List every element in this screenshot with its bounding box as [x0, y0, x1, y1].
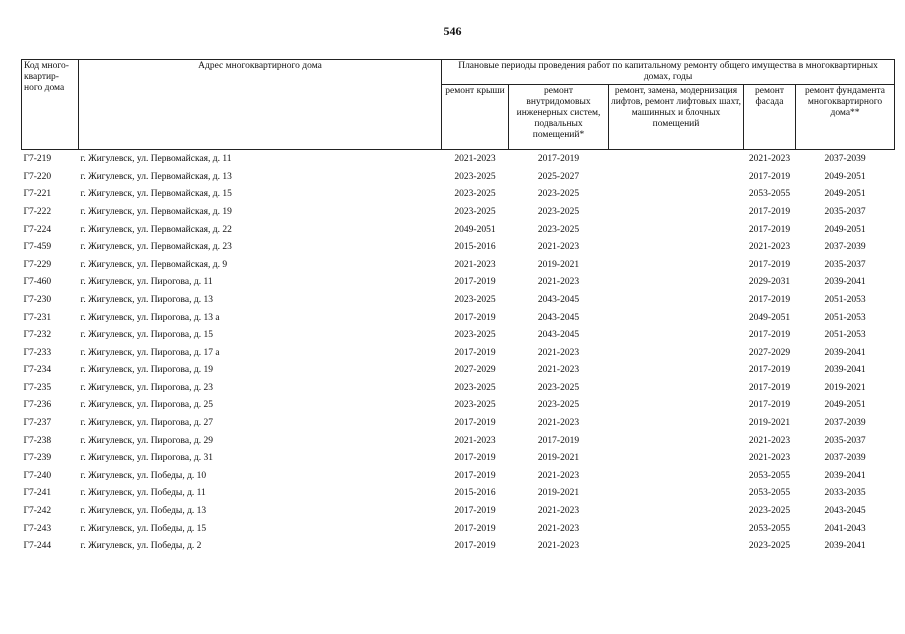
cell-engineering: 2021-2023	[537, 242, 580, 253]
cell-engineering: 2043-2045	[537, 294, 580, 305]
cell-code: Г7-221	[23, 189, 52, 200]
cell-foundation: 2051-2053	[824, 294, 866, 305]
cell-code: Г7-459	[23, 242, 52, 253]
cell-facade: 2053-2055	[748, 488, 791, 499]
cell-facade: 2017-2019	[748, 365, 791, 376]
table-row	[22, 204, 895, 222]
cell-code: Г7-242	[23, 506, 52, 517]
cell-address: г. Жигулевск, ул. Победы, д. 15	[80, 523, 207, 534]
cell-address: г. Жигулевск, ул. Победы, д. 10	[80, 470, 207, 481]
cell-elevator	[609, 149, 744, 168]
cell-elevator	[609, 362, 744, 380]
cell-code: Г7-241	[23, 488, 52, 499]
cell-elevator	[609, 204, 744, 222]
table-row	[22, 256, 895, 274]
cell-code: Г7-219	[23, 154, 52, 165]
cell-engineering: 2021-2023	[537, 541, 580, 552]
cell-foundation: 2033-2035	[824, 488, 866, 499]
cell-foundation: 2035-2037	[824, 435, 866, 446]
cell-foundation: 2041-2043	[824, 523, 866, 534]
cell-elevator	[609, 256, 744, 274]
cell-foundation: 2037-2039	[824, 154, 866, 165]
cell-elevator	[609, 274, 744, 292]
cell-facade: 2017-2019	[748, 294, 791, 305]
cell-address: г. Жигулевск, ул. Первомайская, д. 22	[80, 224, 232, 235]
cell-code: Г7-244	[23, 541, 52, 552]
cell-engineering: 2021-2023	[537, 418, 580, 429]
cell-code: Г7-238	[23, 435, 52, 446]
cell-elevator	[609, 239, 744, 257]
cell-elevator	[609, 327, 744, 345]
cell-facade: 2053-2055	[748, 189, 791, 200]
cell-engineering: 2019-2021	[537, 488, 580, 499]
cell-roof: 2023-2025	[454, 171, 496, 182]
cell-engineering: 2025-2027	[537, 171, 580, 182]
cell-roof: 2017-2019	[454, 470, 496, 481]
cell-facade: 2021-2023	[748, 154, 791, 165]
cell-roof: 2017-2019	[454, 453, 496, 464]
cell-facade: 2021-2023	[748, 453, 791, 464]
cell-address: г. Жигулевск, ул. Пирогова, д. 23	[80, 382, 213, 393]
cell-roof: 2023-2025	[454, 400, 496, 411]
cell-roof: 2023-2025	[454, 330, 496, 341]
cell-engineering: 2017-2019	[537, 154, 580, 165]
cell-roof: 2017-2019	[454, 523, 496, 534]
cell-roof: 2023-2025	[454, 294, 496, 305]
cell-foundation: 2039-2041	[824, 470, 866, 481]
cell-roof: 2017-2019	[454, 506, 496, 517]
table-row	[22, 239, 895, 257]
cell-code: Г7-235	[23, 382, 52, 393]
cell-address: г. Жигулевск, ул. Пирогова, д. 17 а	[80, 347, 220, 358]
cell-facade: 2053-2055	[748, 470, 791, 481]
cell-code: Г7-222	[23, 206, 52, 217]
table-row	[22, 149, 895, 168]
table-row	[22, 309, 895, 327]
cell-roof: 2017-2019	[454, 277, 496, 288]
table-row	[22, 450, 895, 468]
header-roof: ремонт крыши	[442, 84, 509, 149]
cell-engineering: 2021-2023	[537, 470, 580, 481]
cell-facade: 2017-2019	[748, 382, 791, 393]
cell-address: г. Жигулевск, ул. Пирогова, д. 11	[80, 277, 213, 288]
cell-roof: 2021-2023	[454, 259, 496, 270]
cell-code: Г7-233	[23, 347, 52, 358]
cell-engineering: 2023-2025	[537, 224, 580, 235]
cell-address: г. Жигулевск, ул. Пирогова, д. 13	[80, 294, 213, 305]
header-facade: ремонт фасада	[744, 84, 796, 149]
table-row	[22, 168, 895, 186]
table-row	[22, 344, 895, 362]
cell-engineering: 2043-2045	[537, 312, 580, 323]
cell-roof: 2015-2016	[454, 488, 496, 499]
table-row	[22, 520, 895, 538]
cell-code: Г7-234	[23, 365, 52, 376]
cell-foundation: 2049-2051	[824, 189, 866, 200]
cell-elevator	[609, 168, 744, 186]
cell-roof: 2027-2029	[454, 365, 496, 376]
cell-facade: 2027-2029	[748, 347, 791, 358]
table-row	[22, 538, 895, 556]
cell-foundation: 2037-2039	[824, 453, 866, 464]
table-row	[22, 485, 895, 503]
cell-facade: 2021-2023	[748, 242, 791, 253]
cell-facade: 2053-2055	[748, 523, 791, 534]
cell-foundation: 2049-2051	[824, 171, 866, 182]
cell-address: г. Жигулевск, ул. Первомайская, д. 9	[80, 259, 228, 270]
table-row	[22, 432, 895, 450]
cell-engineering: 2019-2021	[537, 453, 580, 464]
cell-address: г. Жигулевск, ул. Первомайская, д. 13	[80, 171, 232, 182]
cell-elevator	[609, 292, 744, 310]
table-row	[22, 397, 895, 415]
cell-facade: 2017-2019	[748, 259, 791, 270]
cell-facade: 2017-2019	[748, 171, 791, 182]
table-row	[22, 221, 895, 239]
cell-elevator	[609, 415, 744, 433]
cell-foundation: 2051-2053	[824, 330, 866, 341]
cell-foundation: 2035-2037	[824, 206, 866, 217]
cell-engineering: 2023-2025	[537, 189, 580, 200]
cell-elevator	[609, 538, 744, 556]
cell-address: г. Жигулевск, ул. Победы, д. 11	[80, 488, 206, 499]
cell-address: г. Жигулевск, ул. Пирогова, д. 15	[80, 330, 213, 341]
cell-code: Г7-239	[23, 453, 52, 464]
cell-foundation: 2039-2041	[824, 347, 866, 358]
cell-foundation: 2039-2041	[824, 277, 866, 288]
cell-roof: 2017-2019	[454, 418, 496, 429]
page-number: 546	[443, 24, 462, 38]
capital-repair-table	[21, 59, 895, 556]
cell-facade: 2049-2051	[748, 312, 791, 323]
cell-elevator	[609, 309, 744, 327]
cell-code: Г7-460	[23, 277, 52, 288]
cell-roof: 2015-2016	[454, 242, 496, 253]
cell-roof: 2017-2019	[454, 347, 496, 358]
cell-elevator	[609, 344, 744, 362]
cell-engineering: 2023-2025	[537, 382, 580, 393]
cell-engineering: 2021-2023	[537, 347, 580, 358]
cell-engineering: 2021-2023	[537, 523, 580, 534]
cell-elevator	[609, 450, 744, 468]
cell-foundation: 2043-2045	[824, 506, 866, 517]
cell-facade: 2029-2031	[748, 277, 791, 288]
cell-roof: 2023-2025	[454, 382, 496, 393]
cell-elevator	[609, 380, 744, 398]
cell-roof: 2021-2023	[454, 435, 496, 446]
cell-engineering: 2021-2023	[537, 506, 580, 517]
cell-code: Г7-229	[23, 259, 52, 270]
cell-code: Г7-231	[23, 312, 52, 323]
cell-foundation: 2035-2037	[824, 259, 866, 270]
cell-elevator	[609, 485, 744, 503]
cell-roof: 2017-2019	[454, 541, 496, 552]
header-engineering: ремонт внутридомовых инженерных систем, подвальных помещений*	[509, 84, 609, 149]
cell-address: г. Жигулевск, ул. Победы, д. 13	[80, 506, 207, 517]
cell-address: г. Жигулевск, ул. Пирогова, д. 19	[80, 365, 213, 376]
header-code: Код много-квартир-ного дома	[22, 60, 79, 150]
cell-engineering: 2019-2021	[537, 259, 580, 270]
cell-foundation: 2049-2051	[824, 224, 866, 235]
table-row	[22, 186, 895, 204]
table-body	[22, 149, 895, 555]
table-row	[22, 415, 895, 433]
cell-foundation: 2039-2041	[824, 541, 866, 552]
cell-address: г. Жигулевск, ул. Первомайская, д. 23	[80, 242, 232, 253]
cell-engineering: 2043-2045	[537, 330, 580, 341]
table-row	[22, 292, 895, 310]
cell-roof: 2049-2051	[454, 224, 496, 235]
cell-elevator	[609, 432, 744, 450]
cell-code: Г7-236	[23, 400, 52, 411]
cell-engineering: 2021-2023	[537, 277, 580, 288]
cell-elevator	[609, 503, 744, 521]
table-row	[22, 468, 895, 486]
cell-foundation: 2019-2021	[824, 382, 866, 393]
cell-facade: 2017-2019	[748, 224, 791, 235]
cell-elevator	[609, 186, 744, 204]
cell-code: Г7-240	[23, 470, 52, 481]
cell-code: Г7-232	[23, 330, 52, 341]
cell-foundation: 2037-2039	[824, 242, 866, 253]
cell-engineering: 2023-2025	[537, 400, 580, 411]
cell-engineering: 2021-2023	[537, 365, 580, 376]
cell-roof: 2017-2019	[454, 312, 496, 323]
cell-elevator	[609, 397, 744, 415]
cell-roof: 2021-2023	[454, 154, 496, 165]
cell-code: Г7-224	[23, 224, 52, 235]
cell-code: Г7-243	[23, 523, 52, 534]
cell-facade: 2019-2021	[748, 418, 791, 429]
cell-code: Г7-237	[23, 418, 52, 429]
cell-roof: 2023-2025	[454, 189, 496, 200]
cell-address: г. Жигулевск, ул. Пирогова, д. 29	[80, 435, 213, 446]
table-row	[22, 362, 895, 380]
cell-facade: 2017-2019	[748, 400, 791, 411]
cell-foundation: 2039-2041	[824, 365, 866, 376]
cell-facade: 2021-2023	[748, 435, 791, 446]
cell-facade: 2023-2025	[748, 541, 791, 552]
cell-elevator	[609, 221, 744, 239]
cell-facade: 2017-2019	[748, 206, 791, 217]
cell-engineering: 2017-2019	[537, 435, 580, 446]
cell-facade: 2023-2025	[748, 506, 791, 517]
table-row	[22, 503, 895, 521]
cell-address: г. Жигулевск, ул. Пирогова, д. 25	[80, 400, 213, 411]
cell-address: г. Жигулевск, ул. Первомайская, д. 11	[80, 154, 232, 165]
cell-facade: 2017-2019	[748, 330, 791, 341]
cell-foundation: 2051-2053	[824, 312, 866, 323]
cell-foundation: 2037-2039	[824, 418, 866, 429]
header-elevator: ремонт, замена, модернизация лифтов, ремонт лифтовых шахт, машинных и блочных помещений	[609, 84, 744, 149]
cell-address: г. Жигулевск, ул. Первомайская, д. 15	[80, 189, 232, 200]
cell-address: г. Жигулевск, ул. Первомайская, д. 19	[80, 206, 232, 217]
table-row	[22, 274, 895, 292]
cell-elevator	[609, 520, 744, 538]
cell-engineering: 2023-2025	[537, 206, 580, 217]
cell-roof: 2023-2025	[454, 206, 496, 217]
header-planned-periods: Плановые периоды проведения работ по капитальному ремонту общего имущества в многоквартирных домах, годы	[442, 60, 895, 85]
cell-address: г. Жигулевск, ул. Пирогова, д. 13 а	[80, 312, 220, 323]
header-foundation: ремонт фундамента многоквартирного дома**	[796, 84, 895, 149]
cell-code: Г7-220	[23, 171, 52, 182]
header-address: Адрес многоквартирного дома	[79, 60, 442, 150]
cell-address: г. Жигулевск, ул. Пирогова, д. 31	[80, 453, 213, 464]
cell-code: Г7-230	[23, 294, 52, 305]
cell-elevator	[609, 468, 744, 486]
cell-foundation: 2049-2051	[824, 400, 866, 411]
table-row	[22, 380, 895, 398]
cell-address: г. Жигулевск, ул. Пирогова, д. 27	[80, 418, 213, 429]
table-row	[22, 327, 895, 345]
cell-address: г. Жигулевск, ул. Победы, д. 2	[80, 541, 202, 552]
